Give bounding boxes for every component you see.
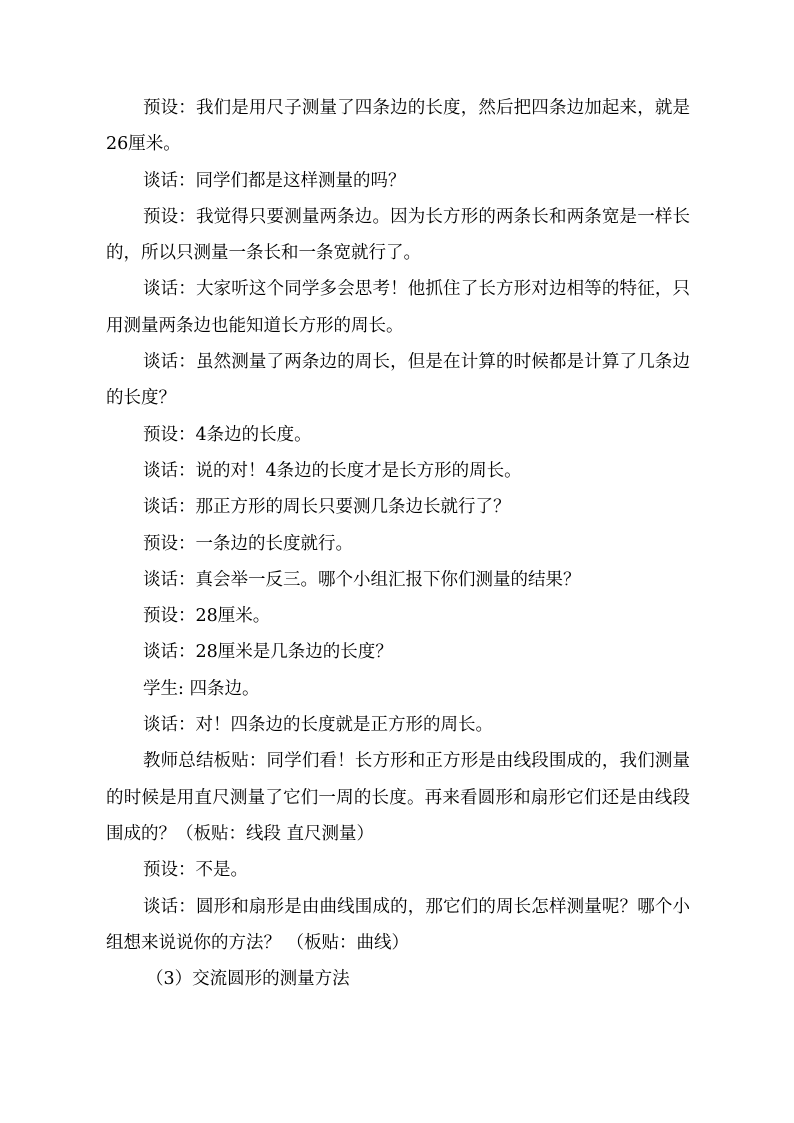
paragraph: 预设：4条边的长度。 [143,424,312,445]
paragraph: 谈话：说的对！4条边的长度才是长方形的周长。 [143,460,522,481]
paragraph: 学生: 四条边。 [143,678,260,699]
section-heading: （3）交流圆形的测量方法 [146,969,350,990]
paragraph: 谈话：对！四条边的长度就是正方形的周长。 [143,715,493,736]
paragraph: 预设：我们是用尺子测量了四条边的长度，然后把四条边加起来，就是26厘米。 [106,98,690,155]
document-body [106,90,690,997]
paragraph: 谈话：大家听这个同学多会思考！他抓住了长方形对边相等的特征，只用测量两条边也能知道长方形的周长。 [106,279,690,336]
paragraph: 谈话：真会举一反三。哪个小组汇报下你们测量的结果？ [143,569,581,590]
paragraph: 教师总结板贴：同学们看！长方形和正方形是由线段围成的，我们测量的时候是用直尺测量了它们一周的长度。再来看圆形和扇形它们还是由线段围成的？（板贴：线段 直尺测量） [106,751,690,844]
paragraph: 谈话：同学们都是这样测量的吗？ [143,170,406,191]
paragraph: 预设：28厘米。 [143,606,271,627]
paragraph: 谈话：圆形和扇形是由曲线围成的，那它们的周长怎样测量呢？哪个小组想来说说你的方法？ （板贴：曲线） [106,896,690,953]
paragraph: 谈话：虽然测量了两条边的周长，但是在计算的时候都是计算了几条边的长度？ [106,352,690,409]
paragraph: 谈话：28厘米是几条边的长度？ [143,642,393,663]
paragraph: 预设：不是。 [143,860,248,881]
paragraph: 预设：我觉得只要测量两条边。因为长方形的两条长和两条宽是一样长的，所以只测量一条长和一条宽就行了。 [106,206,690,264]
paragraph: 预设：一条边的长度就行。 [143,533,353,554]
paragraph: 谈话：那正方形的周长只要测几条边长就行了？ [143,497,511,518]
